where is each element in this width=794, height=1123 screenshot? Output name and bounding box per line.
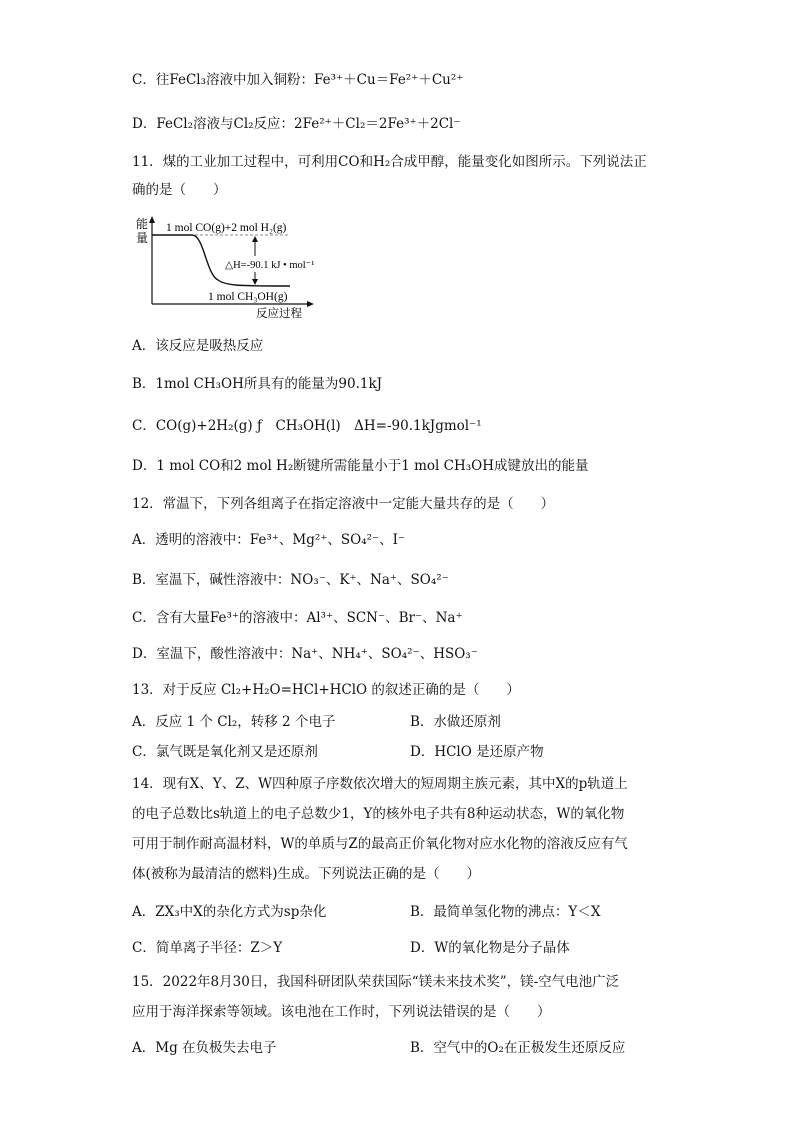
q13-option-c: C．氯气既是氧化剂又是还原剂 [132, 744, 318, 760]
q14-stem-line-4: 体(被称为最清洁的燃料)生成。下列说法正确的是（ ） [132, 866, 481, 882]
q13-stem: 13．对于反应 Cl₂+H₂O=HCl+HClO 的叙述正确的是（ ） [132, 682, 520, 698]
q15-option-a: A．Mg 在负极失去电子 [132, 1040, 277, 1056]
q11-option-b: B．1mol CH₃OH所具有的能量为90.1kJ [132, 376, 383, 392]
x-axis-arrow [307, 301, 314, 307]
q14-stem-line-2: 的电子总数比s轨道上的电子总数少1，Y的核外电子共有8种运动状态，W的氧化物 [132, 806, 625, 822]
x-axis-label: 反应过程 [256, 308, 302, 320]
q14-option-c: C．简单离子半径：Z＞Y [132, 940, 283, 956]
q11-stem-line-2: 确的是（ ） [132, 182, 227, 198]
energy-diagram [130, 214, 320, 324]
q10-option-d: D．FeCl₂溶液与Cl₂反应：2Fe²⁺＋Cl₂＝2Fe³⁺＋2Cl⁻ [132, 116, 461, 132]
y-label-top: 能 [136, 217, 149, 231]
q14-stem-line-3: 可用于制作耐高温材料，W的单质与Z的最高正价氧化物对应水化物的溶液反应有气 [132, 836, 628, 852]
y-label-bottom: 量 [136, 231, 149, 245]
q14-option-d: D．W的氧化物是分子晶体 [410, 940, 570, 956]
q14-option-b: B．最简单氢化物的沸点：Y＜X [410, 904, 601, 920]
q11-option-c: C．CO(g)+2H₂(g) ƒ CH₃OH(l) ΔH=-90.1kJgmol⁻¹ [132, 418, 482, 434]
q11-option-a: A．该反应是吸热反应 [132, 338, 264, 354]
q11-option-d: D．1 mol CO和2 mol H₂断键所需能量小于1 mol CH₃OH成键放出的能量 [132, 458, 589, 474]
q12-option-d: D．室温下，酸性溶液中：Na⁺、NH₄⁺、SO₄²⁻、HSO₃⁻ [132, 646, 478, 662]
q11-stem-line-1: 11．煤的工业加工过程中，可利用CO和H₂合成甲醇，能量变化如图所示。下列说法正 [132, 154, 647, 170]
reactants-label: 1 mol CO(g)+2 mol H₂(g) [166, 222, 287, 234]
q14-stem-line-1: 14．现有X、Y、Z、W四种原子序数依次增大的短周期主族元素，其中X的p轨道上 [132, 776, 628, 792]
q13-option-a: A．反应 1 个 Cl₂，转移 2 个电子 [132, 714, 336, 730]
y-axis-arrow [149, 216, 155, 223]
q13-option-d: D．HClO 是还原产物 [410, 744, 544, 760]
q15-option-b: B．空气中的O₂在正极发生还原反应 [410, 1040, 626, 1056]
q12-option-c: C．含有大量Fe³⁺的溶液中：Al³⁺、SCN⁻、Br⁻、Na⁺ [132, 610, 463, 626]
q12-option-a: A．透明的溶液中：Fe³⁺、Mg²⁺、SO₄²⁻、I⁻ [132, 532, 406, 548]
delta-h-label: △H=-90.1 kJ • mol⁻¹ [225, 260, 315, 271]
q15-stem-line-1: 15．2022年8月30日，我国科研团队荣获国际“镁未来技术奖”，镁-空气电池广泛 [132, 974, 620, 990]
q15-stem-line-2: 应用于海洋探索等领域。该电池在工作时，下列说法错误的是（ ） [132, 1004, 551, 1020]
product-label: 1 mol CH₃OH(g) [208, 291, 288, 303]
q14-option-a: A．ZX₃中X的杂化方式为sp杂化 [132, 904, 327, 920]
q10-option-c: C．往FeCl₃溶液中加入铜粉：Fe³⁺＋Cu＝Fe²⁺＋Cu²⁺ [132, 72, 464, 88]
q12-option-b: B．室温下，碱性溶液中：NO₃⁻、K⁺、Na⁺、SO₄²⁻ [132, 572, 449, 588]
q12-stem: 12．常温下，下列各组离子在指定溶液中一定能大量共存的是（ ） [132, 496, 555, 512]
q13-option-b: B．水做还原剂 [410, 714, 501, 730]
